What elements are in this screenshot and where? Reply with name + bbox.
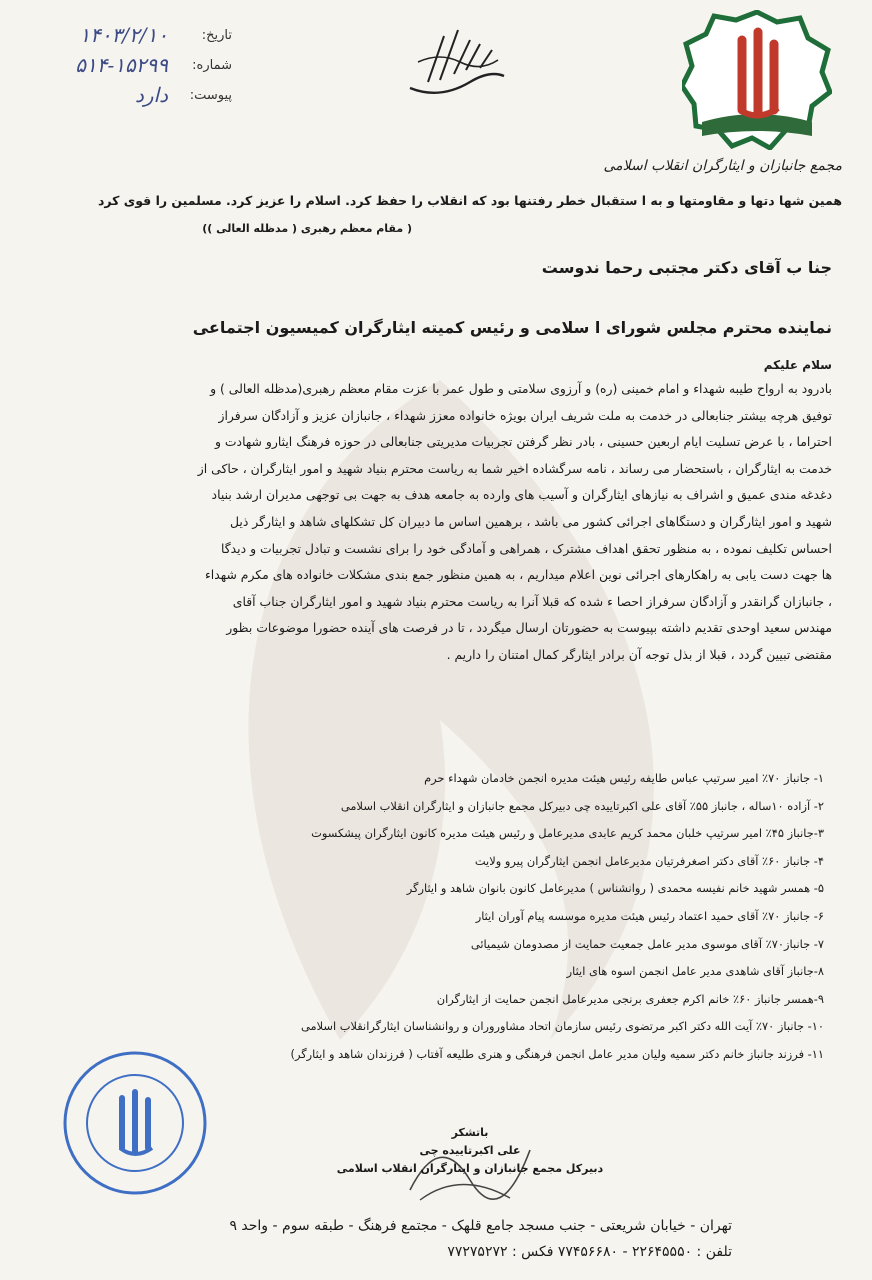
list-item: ۵- همسر شهید خانم نفیسه محمدی ( روانشناس ) مدیرعامل کانون بانوان شاهد و ایثارگر [406,881,824,896]
list-item: ۹-همسر جانباز ۶۰٪ خانم اکرم جعفری برنجی مدیرعامل انجمن حمایت از ایثارگران [436,991,824,1006]
footer-address: تهران - خیابان شریعتی - جنب مسجد جامع قلهک - مجتمع فرهنگ - طبقه سوم - واحد ۹ [229,1218,732,1234]
signatories-list [34,768,824,1072]
date-value: ۱۴۰۳/۲/۱۰ [79,23,168,47]
list-item: ۴- جانباز ۶۰٪ آقای دکتر اصغرفرتیان مدیرعامل انجمن ایثارگران پیرو ولایت [474,853,824,868]
addressee-name: جنا ب آقای دکتر مجتبی رحما ندوست [541,258,832,277]
list-item: ۱۱- فرزند جانباز خانم دکتر سمیه ولیان مدیر عامل انجمن فرهنگی و هنری طلیعه آفتاب ( فرزندان شاهد و ایثارگر) [290,1046,824,1061]
body-line: احساس تکلیف نموده ، به منظور تحقق اهداف مشترک ، همراهی و آمادگی خود را برای نشست و تبادل تجربیات و دیدگا [220,540,832,556]
leader-quote: همین شها دتها و مقاومتها و به ا ستقبال خطر رفتنها بود که انقلاب را حفظ کرد. اسلام را عزیز کرد. مسلمین را قوی کرد [97,193,842,208]
attachment-row [22,80,232,110]
letter-meta [22,20,232,110]
footer-phone: تلفن : ۲۲۶۴۵۵۵۰ - ۷۷۴۵۶۶۸۰ فکس : ۷۷۲۷۵۲۷۲ [447,1244,732,1260]
date-row [22,20,232,50]
list-item: ۳-جانباز ۴۵٪ امیر سرتیپ خلبان محمد کریم عابدی مدیرعامل و رئیس هیئت مدیره کانون ایثارگران پیشکسوت [311,826,824,841]
list-item: ۸-جانباز آقای شاهدی مدیر عامل انجمن اسوه های ایثار [566,964,824,979]
quote-source: ( مقام معظم رهبری ( مدظله العالی )) [202,222,412,235]
body-line: ها جهت دست یابی به راهکارهای اجرائی نوین اعلام میداریم ، به همین منظور جمع بندی مشکلات خانواده های مکرم شهداء [204,567,832,583]
list-item: ۱- جانباز ۷۰٪ امیر سرتیپ عباس طایفه رئیس هیئت مدیره انجمن خادمان شهداء حرم [424,771,824,785]
organization-title: مجمع جانبازان و ایثارگران انقلاب اسلامی [603,158,842,174]
body-line: مقتضی تبیین گردد ، قبلا از بذل توجه آن برادر ایثارگر کمال امتنان را داریم . [446,646,832,662]
organization-logo [682,10,832,150]
body-line: ، جانبازان گرانقدر و آزادگان سرفراز احصا ء شده که قبلا آنرا به ریاست محترم بنیاد شهید و امور ایثارگران جناب آقای [232,593,832,609]
attachment-label: پیوست: [189,87,232,103]
body-line: شهید و امور ایثارگران و دستگاهای اجرائی کشور می باشد ، برهمین اساس ما دبیران کل تشکلهای شاهد و ایثارگر ذیل [230,513,832,529]
signature-name: علی اکبرتاییده چی [419,1144,521,1157]
attachment-value: دارد [134,83,168,107]
body-line: مهندس سعید اوحدی تقدیم داشته بپیوست به حضورتان ارسال میگردد ، تا در فرصت های آینده حضورا موضوعات بظور [226,620,832,636]
list-item: ۷- جانباز۷۰٪ آقای موسوی مدیر عامل جمعیت حمایت از مصدومان شیمیائی [470,936,824,951]
letter-body [42,376,832,669]
body-line: دغدغه مندی عمیق و اشراف به نیازهای ایثارگران و آسیب های وارده به جامعه هدف به جهت بی توجهی مدیران ارشد بنیاد [211,487,832,503]
body-line: بادرود به ارواح طیبه شهداء و امام خمینی (ره) و آرزوی سلامتی و طول عمر با عزت مقام معظم رهبری(مدظله العالی ) و [210,381,832,396]
signature-thanks: باتشکر [451,1126,489,1139]
date-label: تاریخ: [201,27,232,43]
bismillah-calligraphy [400,22,510,102]
number-row [22,50,232,80]
signature-title: دبیرکل مجمع جانبازان و ایثارگران انقلاب اسلامی [336,1162,604,1175]
greeting: سلام علیکم [763,358,832,372]
list-item: ۱۰- جانباز ۷۰٪ آیت الله دکتر اکبر مرتضوی رئیس سازمان اتحاد مشاوروران و روانشناسان ایثارگرانقلاب اسلامی [301,1019,824,1034]
list-item: ۶- جانباز ۷۰٪ آقای حمید اعتماد رئیس هیئت مدیره موسسه پیام آوران ایثار [475,908,824,923]
body-line: توفیق هرچه بیشتر جنابعالی در خدمت به ملت شریف ایران بویژه خانواده معزز شهداء ، جانبازان عزیز و آزادگان سرفراز [218,407,832,423]
number-label: شماره: [192,57,232,73]
official-stamp [60,1048,210,1198]
body-line: خدمت به ایثارگران ، باستحضار می رساند ، نامه سرگشاده اخیر شما به ریاست محترم بنیاد شهید و امور ایثارگران ، حاکی از [197,460,832,476]
list-item: ۲- آزاده ۱۰ساله ، جانباز ۵۵٪ آقای علی اکبرتاییده چی دبیرکل مجمع جانبازان و ایثارگران انقلاب اسلامی [340,798,824,813]
number-value: ۵۱۴-۱۵۲۹۹ [75,53,168,77]
body-line: احتراما ، با عرض تسلیت ایام اربعین حسینی ، بادر نظر گرفتن تجربیات مدیریتی جنابعالی در حوزه فرهنگ ایثارو شهادت و [214,434,832,450]
signature-block [330,1124,610,1178]
addressee-title: نماینده محترم مجلس شورای ا سلامی و رئیس کمیته ایثارگران کمیسیون اجتماعی [192,318,832,337]
